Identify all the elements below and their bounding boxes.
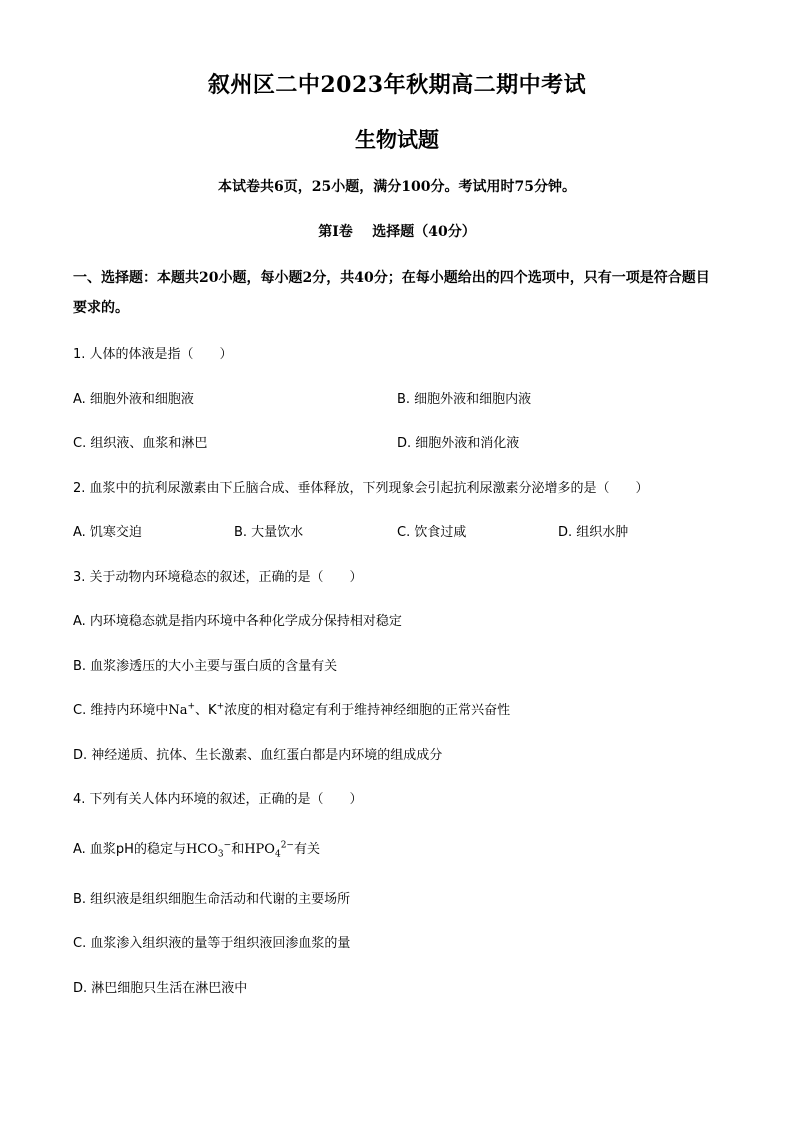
question-2-option-b: B. 大量饮水: [234, 525, 304, 540]
exam-subject-title: 生物试题: [355, 127, 439, 152]
question-3-option-c-suffix: 浓度的相对稳定有利于维持神经细胞的正常兴奋性: [224, 703, 511, 718]
hydrogen-phosphate-subscript: 4: [274, 849, 281, 860]
hydrogen-phosphate-charge: 2−: [280, 840, 294, 851]
sodium-charge: +: [187, 701, 196, 712]
question-1-option-c: C. 组织液、血浆和淋巴: [73, 436, 208, 451]
question-4-stem: 4. 下列有关人体内环境的叙述，正确的是（ ）: [73, 792, 363, 807]
question-2-stem: 2. 血浆中的抗利尿激素由下丘脑合成、垂体释放，下列现象会引起抗利尿激素分泌增多的是（ ）: [73, 481, 649, 496]
question-1-option-b: B. 细胞外液和细胞内液: [397, 392, 532, 407]
question-1-stem: 1. 人体的体液是指（ ）: [73, 347, 233, 362]
hydrogen-phosphate-base: HPO: [244, 842, 275, 857]
bicarbonate-charge: −: [223, 840, 232, 851]
question-4-option-a-suffix: 有关: [293, 842, 320, 857]
question-4-option-b: B. 组织液是组织细胞生命活动和代谢的主要场所: [73, 892, 351, 907]
question-2-option-c: C. 饮食过咸: [397, 525, 467, 540]
question-4-option-d: D. 淋巴细胞只生活在淋巴液中: [73, 981, 248, 996]
part-title: 第Ⅰ卷 选择题（40分）: [318, 224, 476, 240]
bicarbonate-formula: [185, 840, 232, 860]
question-4-option-a-and: 和: [231, 842, 245, 857]
section-intro: 一、选择题：本题共20小题，每小题2分，共40分；在每小题给出的四个选项中，只有一项是符合题目要求的。: [73, 270, 710, 316]
exam-title: 叙州区二中2023年秋期高二期中考试: [207, 72, 587, 98]
bicarbonate-base: HCO: [185, 842, 218, 857]
question-2-option-a: A. 饥寒交迫: [73, 525, 142, 540]
potassium-charge: +: [216, 701, 225, 712]
exam-info: 本试卷共6页，25小题，满分100分。考试用时75分钟。: [218, 179, 576, 195]
question-4-option-c: C. 血浆渗入组织液的量等于组织液回渗血浆的量: [73, 936, 351, 951]
question-3-option-c: [73, 699, 510, 718]
potassium-symbol: 、K: [195, 703, 217, 718]
hydrogen-phosphate-formula: [244, 840, 294, 860]
question-3-option-b: B. 血浆渗透压的大小主要与蛋白质的含量有关: [73, 659, 338, 674]
question-4-option-a: [73, 838, 320, 860]
question-1-option-a: A. 细胞外液和细胞液: [73, 392, 194, 407]
question-1-option-d: D. 细胞外液和消化液: [397, 436, 520, 451]
question-2-option-d: D. 组织水肿: [558, 525, 629, 540]
question-3-option-d: D. 神经递质、抗体、生长激素、血红蛋白都是内环境的组成成分: [73, 748, 443, 763]
question-3-option-a: A. 内环境稳态就是指内环境中各种化学成分保持相对稳定: [73, 614, 402, 629]
sodium-symbol: Na: [168, 703, 188, 718]
question-4-option-a-prefix: A. 血浆pH的稳定与: [73, 842, 186, 857]
question-3-option-c-prefix: C. 维持内环境中: [73, 703, 169, 718]
bicarbonate-subscript: 3: [217, 849, 224, 860]
question-3-stem: 3. 关于动物内环境稳态的叙述，正确的是（ ）: [73, 570, 363, 585]
